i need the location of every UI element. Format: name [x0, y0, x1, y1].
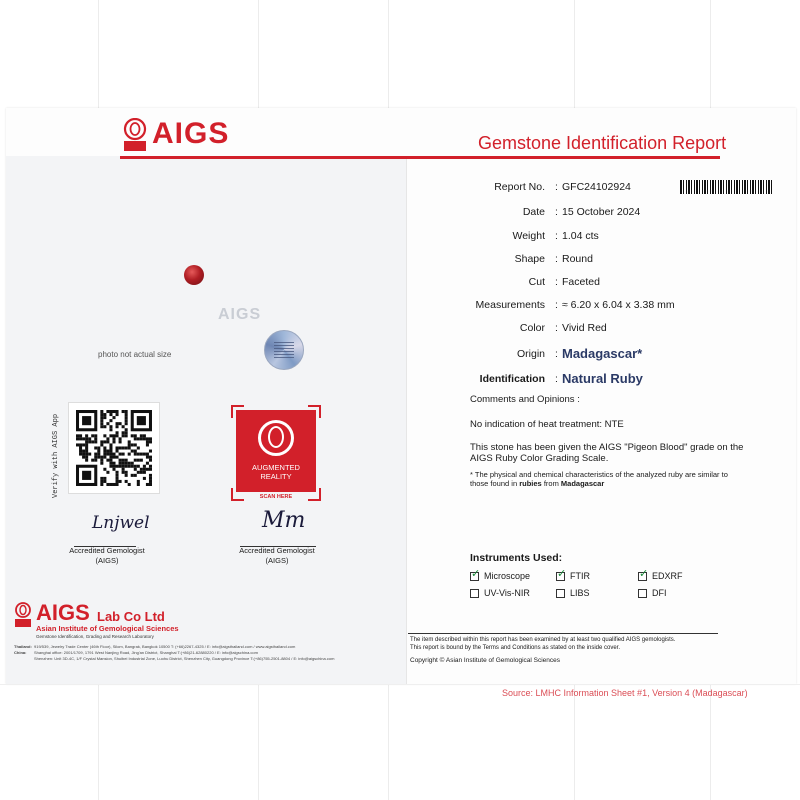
signature-1: Lnjwel [92, 513, 150, 533]
detail-colon: : [555, 348, 558, 360]
detail-label: Shape [514, 253, 545, 265]
lab-name-suffix: Lab Co Ltd [97, 609, 165, 624]
aigs-seal-icon [122, 118, 148, 152]
detail-label: Cut [528, 276, 545, 288]
detail-label: Measurements [475, 299, 545, 311]
comments-heading: Comments and Opinions : [470, 394, 580, 405]
check-icon: ✓ [639, 568, 649, 580]
instruments-heading: Instruments Used: [470, 552, 563, 564]
detail-colon: : [555, 181, 558, 193]
detail-colon: : [555, 299, 558, 311]
detail-colon: : [555, 373, 558, 385]
source-note: Source: LMHC Information Sheet #1, Version 4 (Madagascar) [502, 688, 748, 698]
origin-footnote: * The physical and chemical characteristics of the analyzed ruby are similar to those found in rubies from Madagascar [470, 470, 728, 488]
detail-colon: : [555, 276, 558, 288]
detail-value: ≈ 6.20 x 6.04 x 3.38 mm [562, 299, 675, 311]
copyright: Copyright © Asian Institute of Gemological Sciences [410, 657, 561, 664]
instrument-label: DFI [652, 588, 667, 598]
instrument-label: EDXRF [652, 571, 683, 581]
footer-line-2: This report is bound by the Terms and Conditions as stated on the inside cover. [410, 645, 621, 651]
detail-colon: : [555, 253, 558, 265]
ar-logo-inner-icon [268, 426, 284, 448]
detail-value: Round [562, 253, 593, 265]
detail-colon: : [555, 206, 558, 218]
page-title: Gemstone Identification Report [478, 133, 727, 153]
gemologist-1-label: Accredited Gemologist (AIGS) [69, 546, 145, 565]
instrument-label: FTIR [570, 571, 590, 581]
photo-note: photo not actual size [98, 350, 172, 359]
detail-value: Madagascar* [562, 346, 643, 361]
detail-value: 1.04 cts [562, 230, 599, 242]
report-sheet [6, 108, 796, 684]
check-icon: ✓ [471, 568, 481, 580]
detail-value: Faceted [562, 276, 600, 288]
heat-treatment-note: No indication of heat treatment: NTE [470, 419, 624, 430]
signature-2: Mm [262, 508, 306, 533]
detail-label: Color [519, 322, 545, 334]
detail-value: 15 October 2024 [562, 206, 641, 218]
qr-caption: Verify with AIGS App [52, 413, 60, 498]
detail-value: Vivid Red [562, 322, 607, 334]
lab-subtitle: Asian Institute of Gemological Sciences [36, 624, 179, 633]
qr-code[interactable] [76, 410, 152, 486]
detail-label: Origin [516, 348, 545, 360]
instrument-checkbox[interactable] [470, 589, 479, 598]
ar-label: AUGMENTED REALITY [252, 463, 300, 481]
lab-seal-icon [14, 602, 32, 628]
instrument-label: LIBS [570, 588, 590, 598]
lab-description: Gemstone Identification, Grading and Research Laboratory [36, 634, 154, 639]
detail-label: Report No. [494, 181, 545, 193]
detail-label: Identification [479, 373, 545, 385]
detail-label: Weight [512, 230, 545, 242]
instrument-label: Microscope [484, 571, 531, 581]
sheet-bottom-edge [0, 684, 800, 685]
instrument-checkbox[interactable] [556, 589, 565, 598]
header-rule [120, 156, 720, 159]
hologram-pattern [274, 342, 294, 358]
grade-statement: This stone has been given the AIGS "Pigeon Blood" grade on the AIGS Ruby Color Grading Scale. [470, 442, 744, 464]
footer-rule [408, 633, 718, 634]
footer-line-1: The item described within this report has been examined by at least two qualified AIGS gemologists. [410, 637, 676, 643]
detail-label: Date [522, 206, 545, 218]
detail-value: GFC24102924 [562, 181, 631, 193]
detail-colon: : [555, 322, 558, 334]
instrument-label: UV-Vis-NIR [484, 588, 530, 598]
instrument-checkbox[interactable] [638, 589, 647, 598]
lab-address: China: Shanghai office: 2001/1709, 1791 West Nanjing Road, Jing'an District, Shanghai T:(+86)21-62880220 / E: info@aigschina.com [14, 650, 258, 655]
lab-name: AIGS [36, 600, 90, 625]
detail-value: Natural Ruby [562, 371, 643, 386]
barcode [680, 180, 772, 194]
ar-scan-label: SCAN HERE [259, 494, 293, 500]
watermark-logo: AIGS [218, 306, 262, 323]
brand-logo: AIGS [152, 117, 230, 150]
detail-colon: : [555, 230, 558, 242]
lab-address: Shenzhen: Unit 3D-4C, 1/F Crystal Mansion, Shuibei Industrial Zone, Luohu District, Shenzhen City, Guangdong Province T:(+86)755-2501-8804 / E: info@aigschina.com [34, 656, 335, 661]
gemologist-2-label: Accredited Gemologist (AIGS) [239, 546, 315, 565]
ruby-photo [184, 265, 204, 285]
check-icon: ✓ [557, 568, 567, 580]
lab-address: Thailand: 919/539, Jewelry Trade Center (46th Floor), Silom, Bangrak, Bangkok 10500 T: (+66)2267-4325 / E: info@aigsthailand.com / www.aigsthailand.com [14, 644, 296, 649]
